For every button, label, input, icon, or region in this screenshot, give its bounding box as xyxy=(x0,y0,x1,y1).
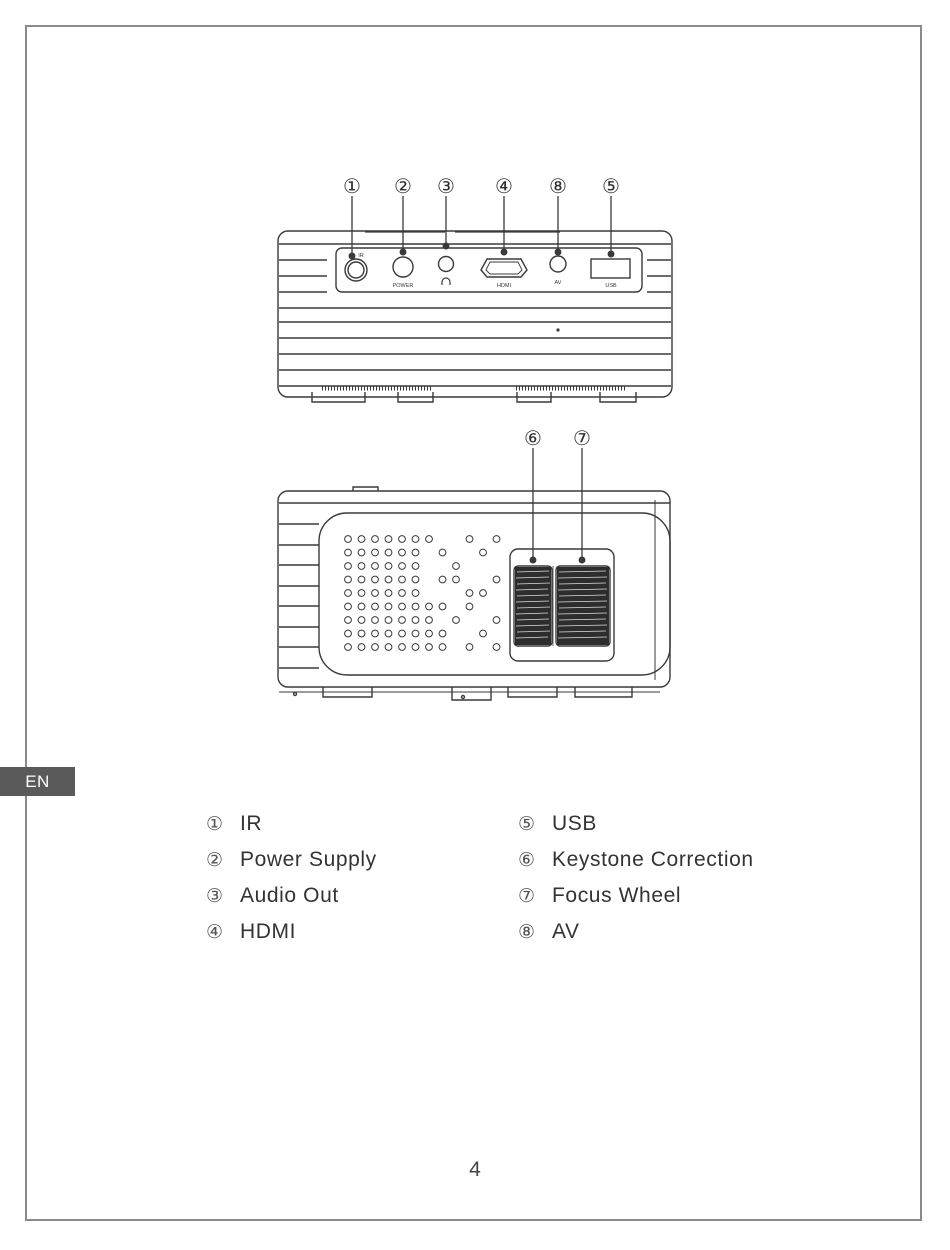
legend-item-power: ② Power Supply xyxy=(206,848,377,871)
vent-hole xyxy=(412,576,419,583)
vent-hole xyxy=(345,603,352,610)
vent-hole xyxy=(345,549,352,556)
vent-hole xyxy=(372,590,379,597)
vent-hole xyxy=(426,630,433,637)
vent-hole xyxy=(399,536,406,543)
legend-label: AV xyxy=(552,920,580,943)
vent-hole xyxy=(372,576,379,583)
vent-hole xyxy=(426,536,433,543)
legend-label: Focus Wheel xyxy=(552,884,682,907)
vent-hole xyxy=(480,590,487,597)
legend-left xyxy=(206,806,377,950)
vent-hole xyxy=(412,563,419,570)
vent-hole xyxy=(345,536,352,543)
page-number: 4 xyxy=(469,1158,481,1181)
vent-hole xyxy=(345,563,352,570)
power-label: POWER xyxy=(392,283,414,289)
vent-hole xyxy=(439,644,446,651)
language-tab: EN xyxy=(0,767,75,796)
vent-hole xyxy=(412,590,419,597)
vent-hole xyxy=(412,617,419,624)
vent-hole xyxy=(439,630,446,637)
vent-hole xyxy=(385,549,392,556)
vent-hole xyxy=(493,644,500,651)
vent-hole xyxy=(426,644,433,651)
legend-label: Power Supply xyxy=(240,848,377,871)
legend-item-usb: ⑤ USB xyxy=(518,812,597,835)
legend-item-focus: ⑦ Focus Wheel xyxy=(518,884,682,907)
vent-hole xyxy=(372,617,379,624)
vent-hole xyxy=(493,536,500,543)
vent-hole xyxy=(358,536,365,543)
legend-label: Audio Out xyxy=(240,884,339,907)
callout-usb: ⑤ xyxy=(602,174,620,198)
vent-hole xyxy=(385,563,392,570)
vent-hole xyxy=(399,644,406,651)
vent-hole xyxy=(358,630,365,637)
callout-audio: ③ xyxy=(437,174,455,198)
vent-hole xyxy=(345,576,352,583)
ir-label: IR xyxy=(358,253,364,259)
vent-hole xyxy=(385,536,392,543)
vent-hole xyxy=(358,617,365,624)
vent-hole xyxy=(358,603,365,610)
vent-hole xyxy=(426,617,433,624)
callout-ir: ① xyxy=(343,174,361,198)
vent-hole xyxy=(453,617,460,624)
vent-hole xyxy=(358,576,365,583)
vent-hole xyxy=(399,603,406,610)
callout-power: ② xyxy=(394,174,412,198)
legend-item-hdmi: ④ HDMI xyxy=(206,920,297,943)
usb-label: USB xyxy=(605,283,617,289)
legend-right xyxy=(518,806,754,950)
vent-hole xyxy=(466,590,473,597)
vent-hole xyxy=(399,563,406,570)
vent-hole xyxy=(372,563,379,570)
vent-hole xyxy=(439,603,446,610)
vent-hole xyxy=(358,563,365,570)
projector-side-view xyxy=(278,487,670,700)
vent-hole xyxy=(385,644,392,651)
vent-hole xyxy=(345,644,352,651)
vent-hole xyxy=(385,576,392,583)
vent-hole xyxy=(385,630,392,637)
vent-hole xyxy=(453,563,460,570)
callout-hdmi: ④ xyxy=(495,174,513,198)
vent-hole xyxy=(385,590,392,597)
vent-hole xyxy=(372,603,379,610)
vent-hole xyxy=(399,630,406,637)
vent-hole xyxy=(345,617,352,624)
vent-holes xyxy=(345,536,500,651)
vent-hole xyxy=(412,549,419,556)
legend-item-ir: ① IR xyxy=(206,812,263,835)
hdmi-label: HDMI xyxy=(496,283,512,289)
vent-hole xyxy=(399,617,406,624)
vent-hole xyxy=(493,576,500,583)
av-label: AV xyxy=(554,280,562,286)
vent-hole xyxy=(399,576,406,583)
vent-hole xyxy=(385,617,392,624)
vent-hole xyxy=(466,536,473,543)
legend-label: USB xyxy=(552,812,597,835)
legend-item-av: ⑧ AV xyxy=(518,920,580,943)
vent-hole xyxy=(439,549,446,556)
vent-hole xyxy=(358,549,365,556)
vent-hole xyxy=(412,603,419,610)
vent-hole xyxy=(439,576,446,583)
vent-hole xyxy=(399,549,406,556)
vent-hole xyxy=(345,630,352,637)
vent-hole xyxy=(480,549,487,556)
headphone-icon xyxy=(442,278,450,285)
callout-focus: ⑦ xyxy=(573,426,591,450)
legend-label: IR xyxy=(240,812,263,835)
vent-hole xyxy=(480,630,487,637)
vent-hole xyxy=(372,549,379,556)
vent-hole xyxy=(412,644,419,651)
vent-hole xyxy=(358,590,365,597)
vent-hole xyxy=(345,590,352,597)
vent-hole xyxy=(493,617,500,624)
vent-hole xyxy=(412,536,419,543)
legend-label: Keystone Correction xyxy=(552,848,754,871)
vent-hole xyxy=(466,603,473,610)
vent-hole xyxy=(399,590,406,597)
callout-keystone: ⑥ xyxy=(524,426,542,450)
vent-hole xyxy=(372,536,379,543)
vent-hole xyxy=(385,603,392,610)
vent-hole xyxy=(412,630,419,637)
legend-item-keystone: ⑥ Keystone Correction xyxy=(518,848,754,871)
vent-hole xyxy=(358,644,365,651)
vent-hole xyxy=(372,630,379,637)
vent-hole xyxy=(466,644,473,651)
callout-av: ⑧ xyxy=(549,174,567,198)
vent-hole xyxy=(426,603,433,610)
vent-hole xyxy=(372,644,379,651)
legend-label: HDMI xyxy=(240,920,297,943)
legend-item-audio: ③ Audio Out xyxy=(206,884,339,907)
vent-hole xyxy=(453,576,460,583)
